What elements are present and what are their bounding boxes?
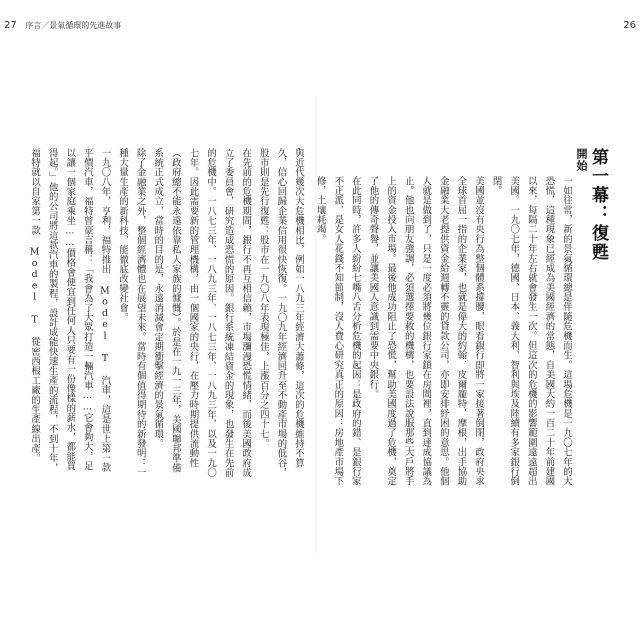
left-paragraph-2: 在先前的危機期間，銀行不再互相信賴，市場瀰漫恐慌情緒，而後美國政府成立了委員會，研究造成恐慌的原因。銀行系統凍結資金的現象，也發生在先前的危機中。一八七三年、一八九三年、一八七三年、一八九三年，以及一九〇七年。因此需要新的管理機構，由一個國家的央行，在壓力時期提供流動性（政府總不能永遠依靠私人家族的慷慨）。於是在一九一三年，美國聯邦準備系統正式成立，當時的目的是，永遠消滅會定期衝擊經濟的景氣循環。: [152, 148, 252, 478]
left-paragraph-4: 一九〇八年，亨利．福特推出 Model T 汽車，這是世上第一款平價汽車，福特曾豪言稱：「我會為了大眾打造一輛汽車……它會夠大，足以讓一個家庭乘坐……價格會便宜到任何人只要有一份像樣的薪水，都能買得起。」他的公司將這款汽車的製程，設計成能快速生產的流程，不到十年，福特就以自家第一款 Model T 從密西根工廠的生產線出產。: [29, 148, 111, 473]
left-paragraph-1: 與近代幾次大危機相比，例如一八九三年經濟大蕭條，這次的危機維持不算久，信心回歸企業信用很快恢復。一九〇九年經濟回升至不動產市場的低谷，股市則是先行復甦：股市在一九〇八年表現極佳，上漲百分之四十七。: [257, 148, 304, 478]
chapter-title: 第一幕：復甦: [588, 148, 608, 262]
left-page: [13, 96, 313, 554]
left-page-number: 27: [4, 20, 17, 31]
left-running-title: 序言／景氣循環的先進故事: [25, 21, 122, 30]
right-paragraph-1: 一如往常，新的景氣循環總是伴隨危機而生。這場危機是一九〇七年的大恐慌，這種現象已經成為美國經濟的常態，自美國大約一百二十年前建國以來，每隔二十年左右就會發生一次。但這次的危機的影響範圍遠遠超出美國。一九〇七年，德國、日本、義大利、智利與埃及陸續有多家銀行倒閉。: [490, 176, 572, 487]
right-page: [314, 96, 625, 554]
right-paragraph-3: 在此同時，許多人紛紛七嘴八舌分析危機的起因：是政府的錯、是銀行家不正派、是女人花錢不知節制，沒人費心研究真正的原因：房地產市場下修，土壤耗竭。: [314, 176, 361, 487]
right-page-body: [314, 176, 575, 488]
left-page-body: [25, 148, 307, 480]
right-page-number: 26: [623, 20, 636, 31]
right-paragraph-2: 美國並沒有央行為整個體系撐腰，眼看銀行即將一家接著倒閉，政府央求全球首屈一指的企業家，也就是偉大的約翰．皮爾龐特．摩根，出手協助金融業大老提供資金給週轉不靈的貸款公司，亦即安排紓困的意思。他個人就是做到了，只是一度必須將幾位銀行家鎖在房間裡，直到達成協議為止。他也向朋友強調，必須選擇要救的機構，也要設法說服那些大戶將手上的資金投入市場。最後他成功阻止了恐慌，幫助美國度過了危機，奠定了他的傳奇聲譽，並讓美國人意識到需要中央銀行。: [367, 176, 485, 487]
left-running-header: [4, 20, 121, 31]
section-title: 開始: [575, 148, 588, 172]
left-paragraph-3: 除了金融業之外，整個經濟體也在展望未來。當時有個值得期待的新發明：一種大量生產的新科技，能徹底改變社會。: [117, 148, 146, 478]
